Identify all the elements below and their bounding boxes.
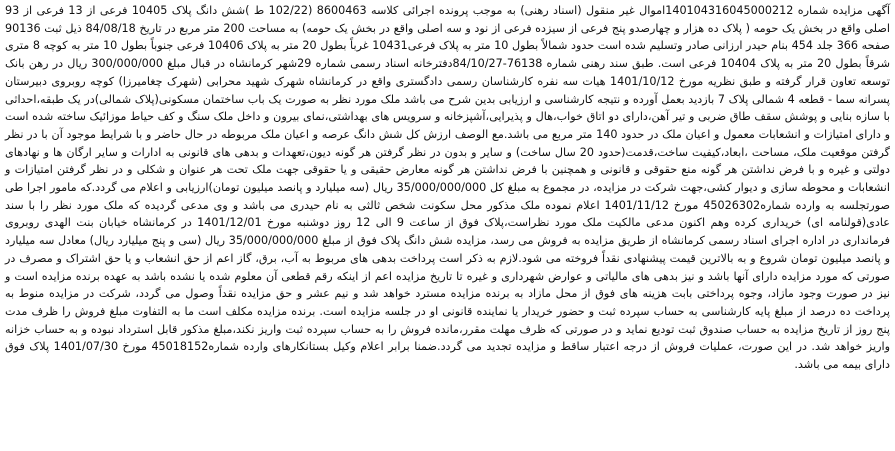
notice-body: آگهی مزایده شماره 140104316045000212اموال غیر منقول (اسناد رهنی) به موجب پرونده اجرائی کلاسه 8600463 (102/22 ط )شش دانگ پلاک 10405 فرعی از 13 فرعی از 93 اصلی واقع در بخش یک حومه ( پلاک ده هزار و چهارصدو پنج فرعی از سیزده فرعی از نود و سه اصلی واقع در بخش یک حومه) به مساحت 200 متر مربع در تاریخ 84/08/18 ذیل ثبت 90136 صفحه 366 جلد 454 بنام حیدر ارزانی صادر وتسلیم شده است حدود شمالاً بطول 10 متر به پلاک فرعی10431 غرباً بطول 20 متر به پلاک 10406 فرعی جنوباً بطول 10 متر به کوچه 8 متری شرقاً بطول 20 متر به پلاک 10404 فرعی است. طبق سند رهنی شماره 76138-84/10/27دفترخانه اسناد رسمی شماره 29شهر کرمانشاه در قبال مبلغ 300/000/000 ریال در رهن بانک توسعه تعاون قرار گرفته و طبق نظریه مورخ 1401/10/12 هیات سه نفره کارشناسان رسمی دادگستری واقع در کرمانشاه شهرک شهید محرابی (شهرک چغامیرزا) کوچه روبروی دبیرستان پسرانه سما - قطعه 4 شمالی پلاک 7 بازدید بعمل آورده و نتیجه کارشناسی و ارزیابی بدین شرح می باشد ملک مورد نظر به صورت یک باب ساختمان مسکونی(پلاک شمالی)در یک طبقه،احداثی با سازه بنایی و پوشش سقف طاق ضربی و تیر آهن،دارای دو اتاق خواب،هال و پذیرایی،آشپزخانه و سرویس های بهداشتی،نمای بیرون و داخل ملک سنگ و کف حیاط موزائیک ساخته شده است و دارای امتیازات و انشعابات معمول و اعیان ملک در حدود 140 متر مربع می باشد.مع الوصف ارزش کل شش دانگ عرصه و اعیان ملک مربوطه در حال حاضر و با شرایط موجود آن با در نظر گرفتن موقعیت ملک، مساحت ،ابعاد،کیفیت ساخت،قدمت(حدود 20 سال ساخت) و سایر و بدون در نظر گرفتن هر گونه دیون،تعهدات و بدهی های قانونی به ادارات و سایر ارگان ها و نهادهای دولتی و غیره و با فرض نداشتن هر گونه منع حقوقی و قانونی و همچنین با فرض نداشتن هر گونه معارض حقیقی و یا حقوقی جهت ملک تحت هر عنوان و شکلی و در نظر گرفتن امتیازات و انشعابات و محوطه سازی و دیوار کشی،جهت شرکت در مزایده، در مجموع به مبلغ کل 35/000/000/000 ریال (سه میلیارد و پانصد میلیون تومان)ارزیابی و اعلام می گردد.که مامور اجرا طی صورتجلسه به وارده شماره45026302 مورخ 1401/11/12 اعلام نموده ملک مذکور محل سکونت شخص ثالثی به نام حیدری می باشد و وی مدعی گردیده که ملک مورد نظر را با سند عادی(قولنامه ای) خریداری کرده وهم اکنون مدعی مالکیت ملک مورد نظراست،پلاک فوق از ساعت 9 الی 12 روز دوشنبه مورخ 1401/12/01 در کرمانشاه خیابان بنت الهدی روبروی فرمانداری در اداره اجرای اسناد رسمی کرمانشاه از طریق مزایده به فروش می رسد، مزایده شش دانگ پلاک فوق از مبلغ 35/000/000/000 ریال (سی و پنج میلیارد ریال) معادل سه میلیارد و پانصد میلیون تومان شروع و به بالاترین قیمت پیشنهادی نقداً فروخته می شود.لازم به ذکر است پرداخت بدهی های مربوط به آب، برق، گاز اعم از حق انشعاب و یا حق اشتراک و مصرف در صورتی که مورد مزایده دارای آنها باشد و نیز بدهی های مالیاتی و عوارض شهرداری و غیره تا تاریخ مزایده اعم از اینکه رقم قطعی آن معلوم شده یا نشده باشد به عهده برنده مزایده است و نیز در صورت وجود مازاد، وجوه پرداختی بابت هزینه های فوق از محل مازاد به برنده مزایده مسترد خواهد شد و نیم عشر و حق مزایده نقداً وصول می گردد، شرکت در مزایده منوط به پرداخت ده درصد از مبلغ پایه کارشناسی به حساب سپرده ثبت و حضور خریدار یا نماینده قانونی او در جلسه مزایده است. برنده مزایده مکلف است ما به التفاوت مبلغ فروش را ظرف مدت پنج روز از تاریخ مزایده به حساب صندوق ثبت تودیع نماید و در صورتی که ظرف مهلت مقرر،مانده فروش را به حساب سپرده ثبت واریز نکند،مبلغ مذکور قابل استرداد نبوده و به حساب خزانه واریز خواهد شد. در این صورت، عملیات فروش از درجه اعتبار ساقط و مزایده تجدید می گردد.ضمنا برابر اعلام وکیل بستانکارهای وارده شماره45018152 مورخ 1401/07/30 پلاک فوق دارای بیمه می باشد. bbox=[5, 4, 891, 372]
